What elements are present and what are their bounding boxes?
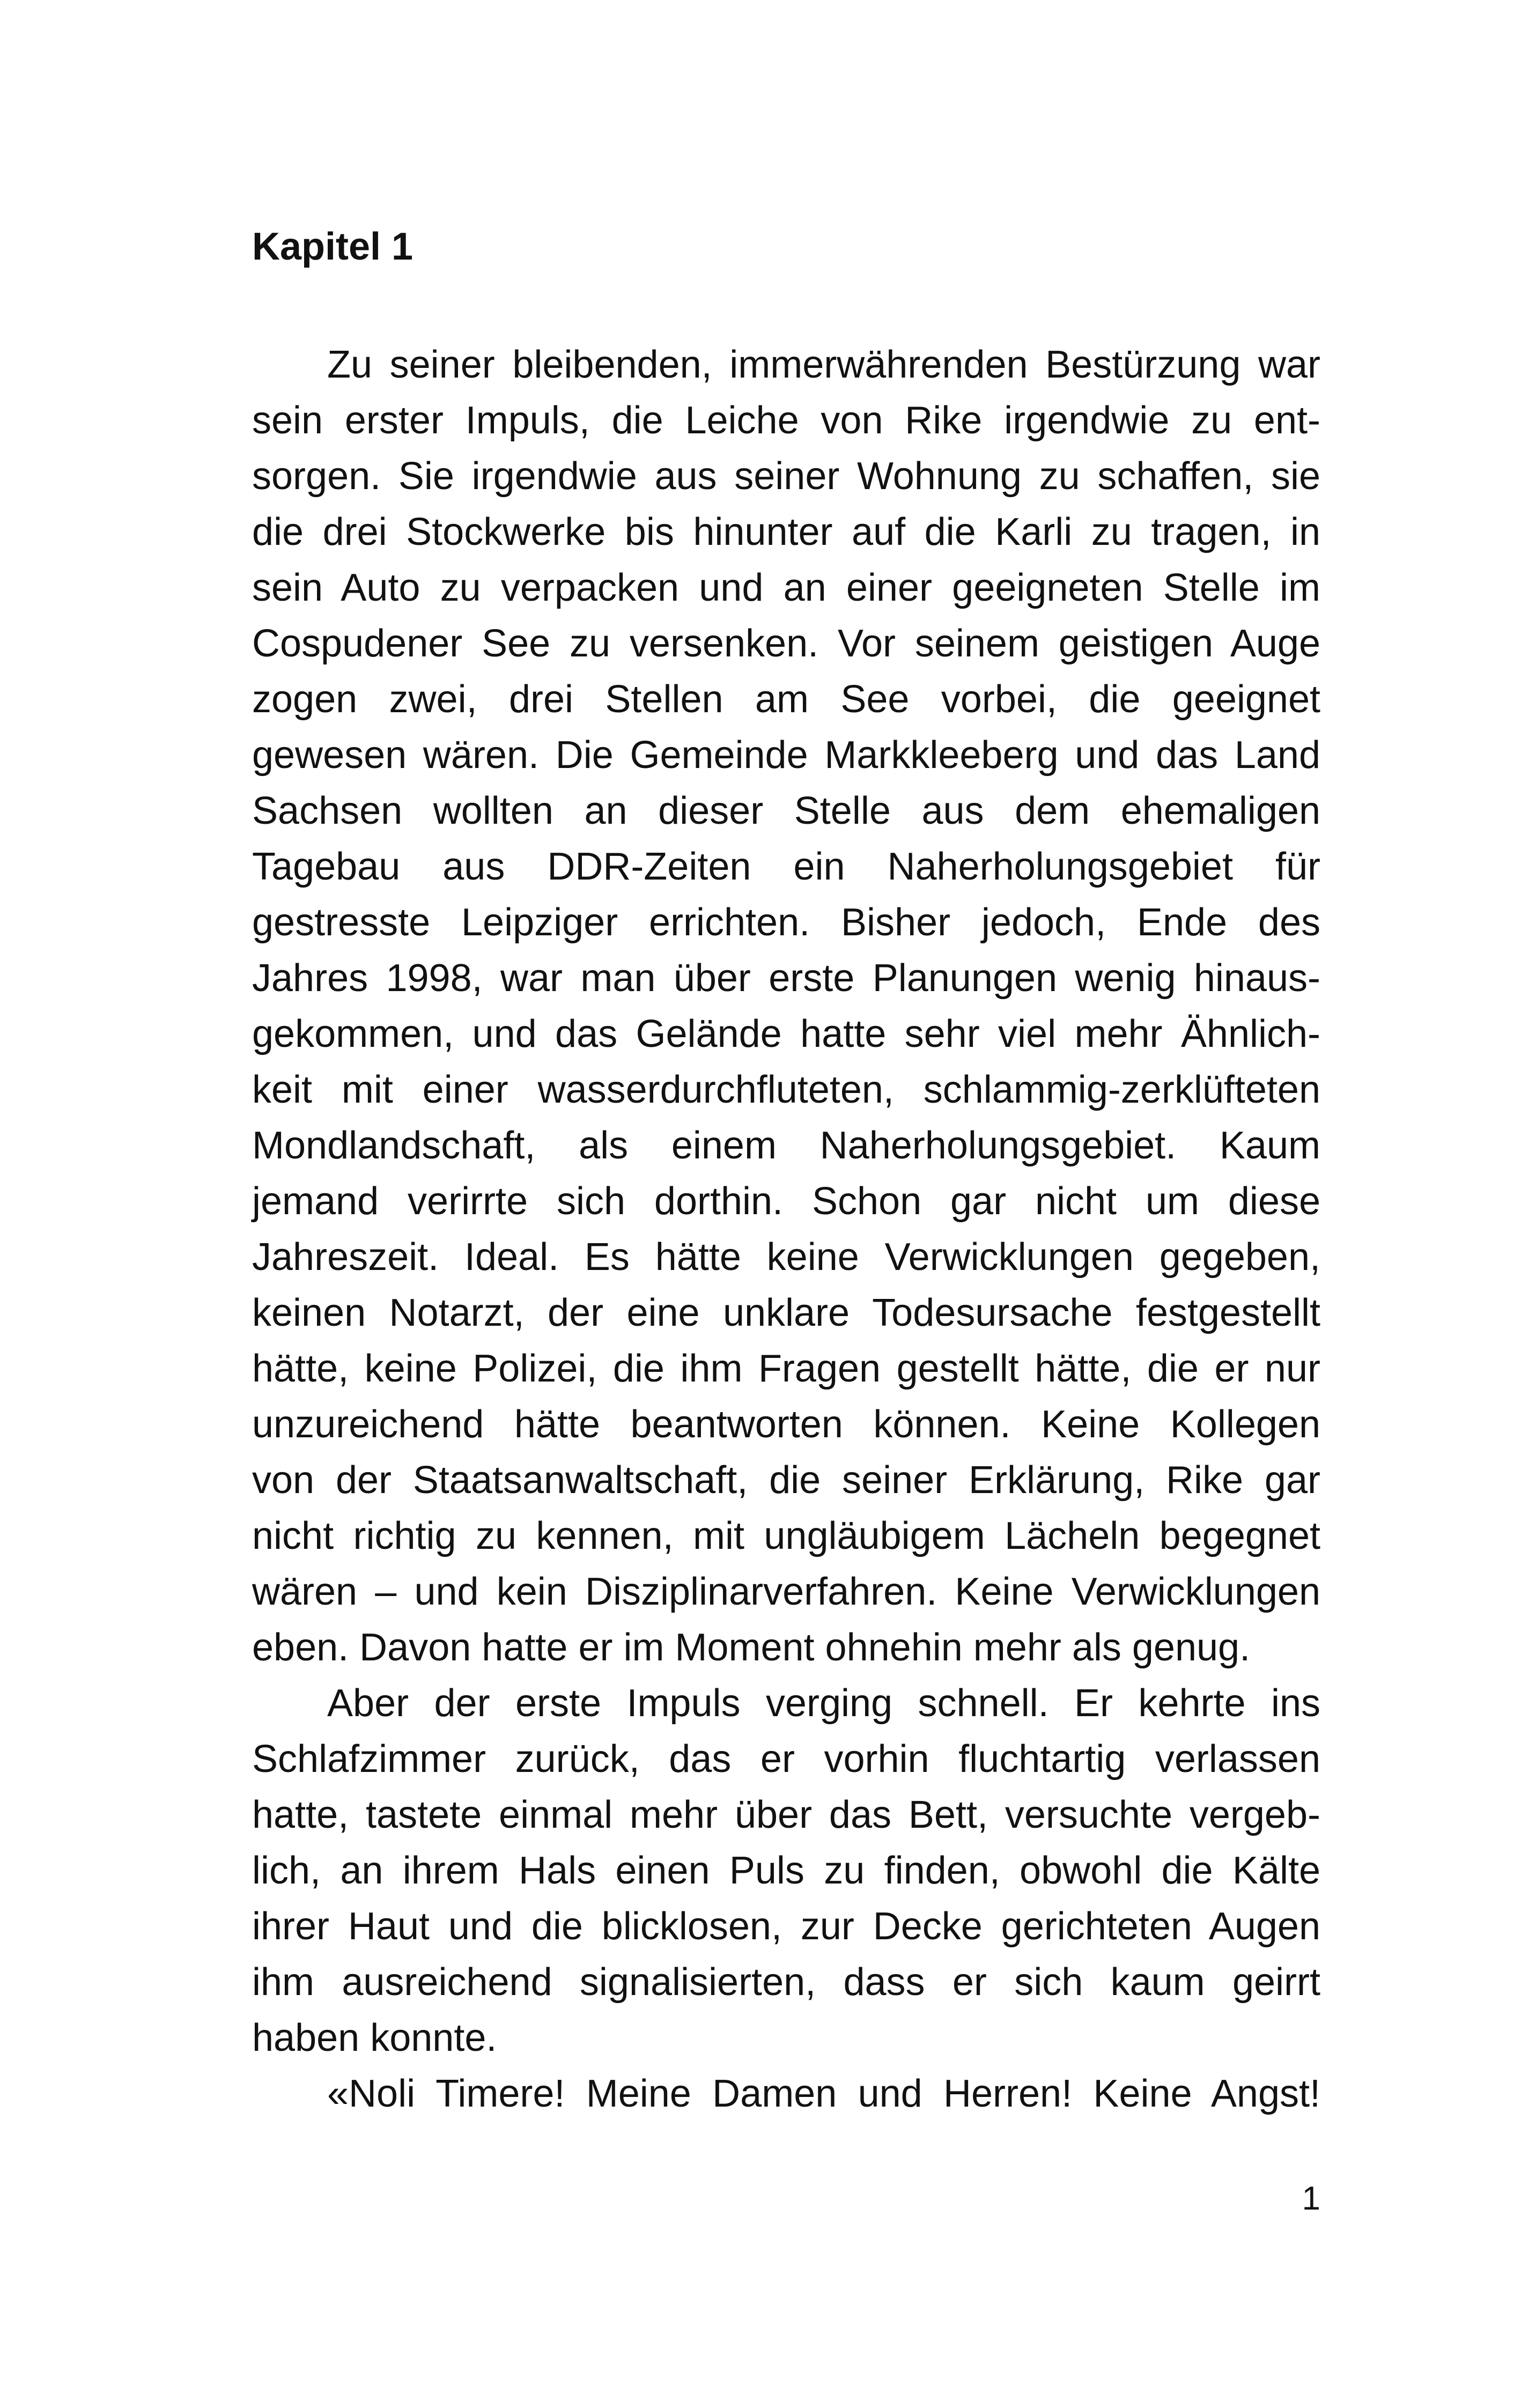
text-line: hätte, keine Polizei, die ihm Fragen gestellt hätte, die er nur xyxy=(252,1347,1320,1390)
text-line: keinen Notarzt, der eine unklare Todesursache festgestellt xyxy=(252,1291,1320,1334)
text-line: die drei Stockwerke bis hinunter auf die Karli zu tragen, in xyxy=(252,511,1320,553)
text-line: gestresste Leipziger errichten. Bisher jedoch, Ende des xyxy=(252,901,1320,944)
text-line: «Noli Timere! Meine Damen und Herren! Keine Angst! xyxy=(327,2072,1320,2115)
text-line: Cospudener See zu versenken. Vor seinem geistigen Auge xyxy=(252,622,1320,665)
text-line: Sachsen wollten an dieser Stelle aus dem ehemaligen xyxy=(252,789,1320,832)
text-line: unzureichend hätte beantworten können. Keine Kollegen xyxy=(252,1403,1320,1446)
page-number: 1 xyxy=(1302,2180,1320,2217)
chapter-title: Kapitel 1 xyxy=(252,225,414,268)
text-line: von der Staatsanwaltschaft, die seiner Erklärung, Rike gar xyxy=(252,1459,1320,1502)
text-line: gekommen, und das Gelände hatte sehr viel mehr Ähnlich- xyxy=(252,1013,1320,1055)
text-line: sein erster Impuls, die Leiche von Rike irgendwie zu ent- xyxy=(252,399,1320,442)
text-line: nicht richtig zu kennen, mit ungläubigem Lächeln begegnet xyxy=(252,1515,1320,1557)
text-line: Jahreszeit. Ideal. Es hätte keine Verwicklungen gegeben, xyxy=(252,1236,1320,1279)
text-line: sorgen. Sie irgendwie aus seiner Wohnung zu schaffen, sie xyxy=(252,455,1320,498)
text-line: Schlafzimmer zurück, das er vorhin fluchtartig verlassen xyxy=(252,1738,1320,1781)
text-line: zogen zwei, drei Stellen am See vorbei, die geeignet xyxy=(252,678,1320,721)
text-line: keit mit einer wasserdurchfluteten, schlammig-zerklüfteten xyxy=(252,1068,1320,1111)
text-line: eben. Davon hatte er im Moment ohnehin mehr als genug. xyxy=(252,1626,1251,1669)
text-line: ihm ausreichend signalisierten, dass er sich kaum geirrt xyxy=(252,1961,1320,2004)
text-line: gewesen wären. Die Gemeinde Markkleeberg und das Land xyxy=(252,734,1320,777)
text-line: wären – und kein Disziplinarverfahren. Keine Verwicklungen xyxy=(252,1570,1320,1613)
text-line: Mondlandschaft, als einem Naherholungsgebiet. Kaum xyxy=(252,1124,1320,1167)
text-line: Jahres 1998, war man über erste Planungen wenig hinaus- xyxy=(252,957,1320,1000)
text-line: Aber der erste Impuls verging schnell. Er kehrte ins xyxy=(327,1682,1320,1725)
text-line: lich, an ihrem Hals einen Puls zu finden, obwohl die Kälte xyxy=(252,1849,1320,1892)
text-line: Tagebau aus DDR-Zeiten ein Naherholungsgebiet für xyxy=(252,845,1320,888)
text-line: ihrer Haut und die blicklosen, zur Decke gerichteten Augen xyxy=(252,1905,1320,1948)
text-line: haben konnte. xyxy=(252,2016,497,2059)
text-line: hatte, tastete einmal mehr über das Bett, versuchte vergeb- xyxy=(252,1793,1320,1836)
text-line: Zu seiner bleibenden, immerwährenden Bestürzung war xyxy=(327,343,1320,386)
text-line: sein Auto zu verpacken und an einer geeigneten Stelle im xyxy=(252,566,1320,609)
text-line: jemand verirrte sich dorthin. Schon gar nicht um diese xyxy=(252,1180,1320,1223)
